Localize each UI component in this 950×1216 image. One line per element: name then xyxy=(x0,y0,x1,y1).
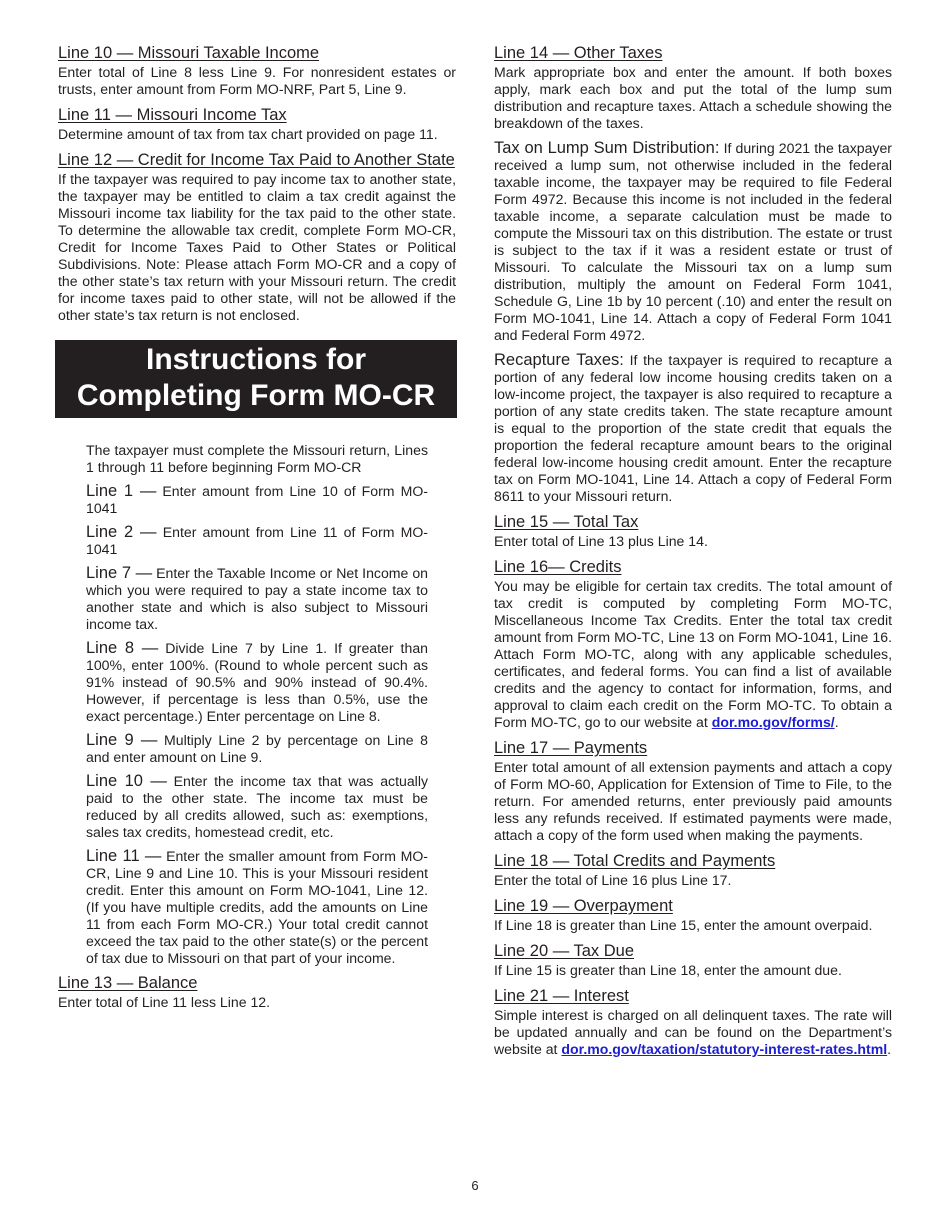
section-heading: Line 14 — Other Taxes xyxy=(494,44,663,62)
banner-line-1: Instructions for xyxy=(145,343,366,376)
section-body xyxy=(494,578,892,731)
instruction-item xyxy=(86,773,428,841)
section-line-20 xyxy=(494,942,892,979)
right-column xyxy=(494,44,892,1066)
section-heading: Line 17 — Payments xyxy=(494,739,648,757)
instruction-lead: Line 8 — xyxy=(86,639,159,657)
instruction-text: Enter the income tax that was actually paid to the other state. The income tax must be reduced by all credits allowed, such as: exemptions, sales tax credits, homestead credit, etc. xyxy=(86,773,428,840)
credits-period: . xyxy=(834,714,839,730)
section-line-12 xyxy=(58,151,456,324)
instruction-item xyxy=(86,640,428,725)
mo-cr-instructions xyxy=(58,442,428,967)
section-body: Determine amount of tax from tax chart provided on page 11. xyxy=(58,126,438,142)
section-heading: Line 15 — Total Tax xyxy=(494,513,639,531)
instruction-text: Multiply Line 2 by percentage on Line 8 and enter amount on Line 9. xyxy=(86,732,428,765)
instruction-text: Enter amount from Line 11 of Form MO-1041 xyxy=(86,524,428,557)
section-body: If Line 15 is greater than Line 18, enter the amount due. xyxy=(494,962,842,978)
lump-sum-lead: Tax on Lump Sum Distribution: xyxy=(494,139,720,157)
section-body: If the taxpayer was required to pay income tax to another state, the taxpayer may be entitled to claim a tax credit against the Missouri income tax liability for the tax paid to the other state. To determine the allowable tax credit, complete Form MO-CR, Credit for Income Taxes Paid to Other States or Political Subdivisions. Note: Please attach Form MO-CR and a copy of the other state’s tax return with your Missouri return. The credit for income taxes paid to other state, will not be allowed if the other state’s tax return is not enclosed. xyxy=(58,171,456,323)
credits-text: You may be eligible for certain tax credits. The total amount of tax credit is computed by completing Form MO-TC, Miscellaneous Income Tax Credits. Enter the total tax credit amount from Form MO-TC, Line 13 on Form MO-1041, Line 16. Attach Form MO-TC, along with any applicable schedules, certificates, and federal forms. You can find a list of available credits and the agency to contact for information, forms, and approval to claim each credit on the Form MO-TC. To obtain a Form MO-TC, go to our website at xyxy=(494,578,892,730)
forms-link[interactable]: dor.mo.gov/forms/ xyxy=(711,714,835,730)
section-body: Enter total amount of all extension payments and attach a copy of Form MO-60, Application for Extension of Time to File, to the return. For amended returns, enter previously paid amounts less any refunds received. If estimated payments were made, attach a copy of the form used when making the payments. xyxy=(494,759,892,843)
instruction-text: Divide Line 7 by Line 1. If greater than 100%, enter 100%. (Round to whole percent such as 91% instead of 90.5% and 90% instead of 90.4%. However, if percentage is less than 0.5%, use the exact percentage.) Enter percentage on Line 8. xyxy=(86,640,428,724)
instruction-item xyxy=(86,848,428,967)
instruction-item xyxy=(86,732,428,766)
interest-rates-link[interactable]: dor.mo.gov/taxation/statutory-interest-rates.html xyxy=(561,1041,888,1057)
instruction-text: Enter the smaller amount from Form MO-CR, Line 9 and Line 10. This is your Missouri resident credit. Enter this amount on Form MO-1041, Line 12. (If you have multiple credits, add the amounts on Line 11 from each Form MO-CR.) Your total credit cannot exceed the tax paid to the other state(s) or the percent of tax due to Missouri on that part of your income. xyxy=(86,848,428,966)
instruction-lead: Line 1 — xyxy=(86,482,157,500)
section-line-15 xyxy=(494,513,892,550)
section-line-11 xyxy=(58,106,456,143)
section-body xyxy=(494,1007,892,1058)
section-line-14 xyxy=(494,44,892,132)
left-column xyxy=(58,44,456,1019)
section-heading: Line 19 — Overpayment xyxy=(494,897,673,915)
section-recapture xyxy=(494,352,892,505)
section-line-16 xyxy=(494,558,892,731)
section-body: Enter the total of Line 16 plus Line 17. xyxy=(494,872,732,888)
section-heading: Line 12 — Credit for Income Tax Paid to Another State xyxy=(58,151,455,169)
section-heading: Line 16— Credits xyxy=(494,558,622,576)
instruction-item xyxy=(86,483,428,517)
interest-text: Simple interest is charged on all delinquent taxes. The rate will be updated annually and can be found on the Department’s website at xyxy=(494,1007,892,1057)
section-lump-sum xyxy=(494,140,892,344)
banner-line-2: Completing Form MO-CR xyxy=(76,379,436,412)
instructions-banner xyxy=(55,340,457,418)
page-number: 6 xyxy=(471,1178,479,1193)
instruction-lead: Line 7 — xyxy=(86,564,153,582)
recapture-lead: Recapture Taxes: xyxy=(494,351,624,369)
section-line-19 xyxy=(494,897,892,934)
section-body: Mark appropriate box and enter the amount. If both boxes apply, mark each box and put the total of the lump sum distribution and recapture taxes. Attach a schedule showing the breakdown of the taxes. xyxy=(494,64,892,131)
section-body xyxy=(494,352,892,505)
section-line-21 xyxy=(494,987,892,1058)
section-heading: Line 20 — Tax Due xyxy=(494,942,635,960)
section-body: Enter total of Line 11 less Line 12. xyxy=(58,994,271,1010)
section-body: Enter total of Line 13 plus Line 14. xyxy=(494,533,708,549)
recapture-text: If the taxpayer is required to recapture a portion of any federal low income housing credits taken on a low-income project, the taxpayer is also required to recapture a portion of any state credits taken. The state recapture amount is equal to the proportion of the state credit that equals the proportion the federal recapture amount bears to the original federal low-income housing credit amount. Enter the recapture tax on Form MO-1041, Line 14. Attach a copy of Federal Form 8611 to your Missouri return. xyxy=(494,352,892,504)
instruction-lead: Line 11 — xyxy=(86,847,162,865)
section-heading: Line 18 — Total Credits and Payments xyxy=(494,852,776,870)
section-heading: Line 21 — Interest xyxy=(494,987,629,1005)
instructions-intro: The taxpayer must complete the Missouri return, Lines 1 through 11 before beginning Form MO-CR xyxy=(86,442,428,475)
section-body: If Line 18 is greater than Line 15, enter the amount overpaid. xyxy=(494,917,873,933)
instruction-item xyxy=(86,524,428,558)
instruction-lead: Line 2 — xyxy=(86,523,157,541)
section-body xyxy=(494,140,892,344)
section-heading: Line 11 — Missouri Income Tax xyxy=(58,106,287,124)
instruction-lead: Line 9 — xyxy=(86,731,158,749)
section-line-13 xyxy=(58,974,456,1011)
section-line-10 xyxy=(58,44,456,98)
section-line-17 xyxy=(494,739,892,844)
instruction-item xyxy=(86,565,428,633)
section-heading: Line 13 — Balance xyxy=(58,974,198,992)
section-heading: Line 10 — Missouri Taxable Income xyxy=(58,44,320,62)
interest-period: . xyxy=(887,1041,892,1057)
section-body: Enter total of Line 8 less Line 9. For nonresident estates or trusts, enter amount from Form MO-NRF, Part 5, Line 9. xyxy=(58,64,456,97)
section-line-18 xyxy=(494,852,892,889)
instruction-text: Enter amount from Line 10 of Form MO-1041 xyxy=(86,483,428,516)
instruction-text: Enter the Taxable Income or Net Income on which you were required to pay a state income tax to another state and which is also subject to Missouri income tax. xyxy=(86,565,429,632)
lump-sum-text: If during 2021 the taxpayer received a lump sum, not otherwise included in the federal taxable income, the taxpayer may be required to file Federal Form 4972. Because this income is not included in the federal taxable income, a separate calculation must be made to compute the Missouri tax on this distribution. The estate or trust is subject to the tax if it was a resident estate or trust of Missouri. To calculate the Missouri tax on a lump sum distribution, multiply the amount on Federal Form 1041, Schedule G, Line 1b by 10 percent (.10) and enter the result on Form MO-1041, Line 14. Attach a copy of Federal Form 1041 and Federal Form 4972. xyxy=(494,140,892,343)
instruction-lead: Line 10 — xyxy=(86,772,167,790)
